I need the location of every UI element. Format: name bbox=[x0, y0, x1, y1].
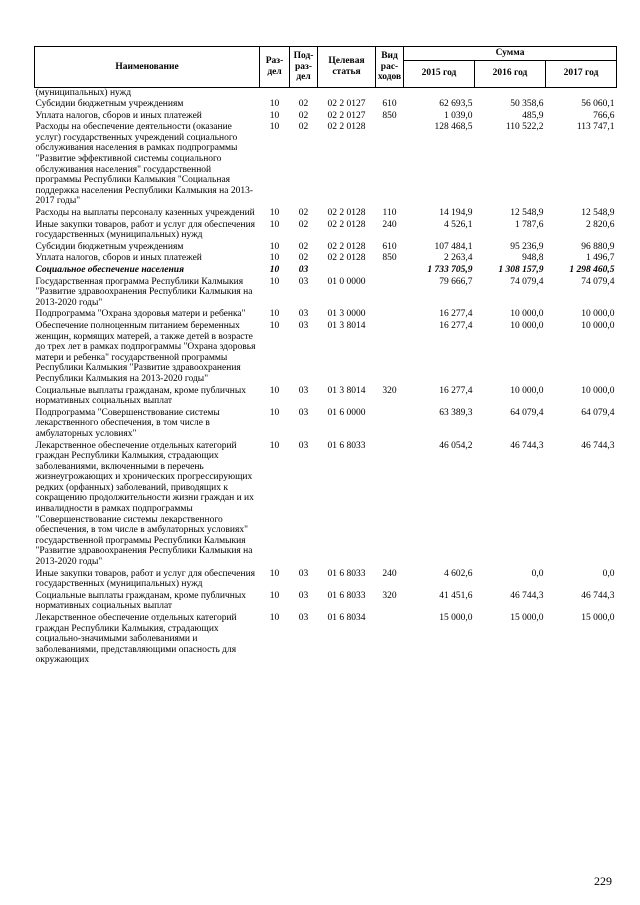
row-celevaya-statya bbox=[318, 265, 376, 277]
row-razdel: 10 bbox=[269, 265, 280, 275]
header-razdel-line2: дел bbox=[267, 66, 282, 77]
table-row bbox=[35, 277, 617, 310]
header-podrazdel-line1: Под- bbox=[293, 51, 314, 61]
header-year-2017: 2017 год bbox=[546, 60, 617, 87]
row-podrazdel: 03 bbox=[298, 385, 309, 396]
header-razdel bbox=[260, 47, 290, 88]
row-podrazdel: 03 bbox=[298, 407, 309, 418]
table-row bbox=[35, 309, 617, 321]
row-sum-2016: 74 079,4 bbox=[510, 276, 544, 287]
header-celevaya bbox=[318, 47, 376, 88]
header-vid-line3: ходов bbox=[377, 72, 402, 82]
row-vid-rashodov bbox=[376, 441, 404, 569]
row-celevaya-statya: 02 2 0128 bbox=[327, 122, 366, 133]
header-podrazdel-line2: раз- bbox=[294, 61, 312, 72]
row-sum-2017 bbox=[546, 87, 617, 99]
table-row bbox=[35, 569, 617, 591]
table-row bbox=[35, 99, 617, 111]
row-name: Иные закупки товаров, работ и услуг для обеспечения государственных (муниципальных) нужд bbox=[35, 219, 256, 241]
table-row bbox=[35, 111, 617, 123]
row-name: Уплата налогов, сборов и иных платежей bbox=[35, 110, 202, 121]
row-celevaya-statya: 01 6 0000 bbox=[327, 407, 366, 418]
row-name: Расходы на выплаты персоналу казенных учреждений bbox=[35, 208, 255, 219]
row-celevaya-statya: 02 2 0128 bbox=[327, 253, 366, 264]
row-vid-rashodov bbox=[376, 87, 404, 99]
row-sum-2015: 16 277,4 bbox=[439, 309, 473, 320]
row-razdel: 10 bbox=[269, 241, 280, 252]
row-sum-2015: 15 000,0 bbox=[439, 613, 473, 623]
row-sum-2016: 10 000,0 bbox=[510, 309, 544, 320]
row-sum-2017: 10 000,0 bbox=[581, 385, 615, 396]
row-razdel: 10 bbox=[269, 568, 280, 579]
row-vid-rashodov bbox=[376, 122, 404, 208]
row-sum-2015: 2 263,4 bbox=[444, 253, 473, 264]
row-celevaya-statya: 01 3 8014 bbox=[327, 385, 366, 396]
row-vid-rashodov: 610 bbox=[382, 99, 397, 110]
row-name: Субсидии бюджетным учреждениям bbox=[35, 241, 184, 252]
row-podrazdel: 03 bbox=[298, 590, 309, 601]
row-podrazdel: 03 bbox=[298, 568, 309, 579]
table-row bbox=[35, 253, 617, 265]
row-vid-rashodov: 240 bbox=[382, 568, 397, 579]
row-razdel: 10 bbox=[269, 219, 280, 230]
header-celevaya-line2: статья bbox=[332, 66, 361, 77]
row-name: (муниципальных) нужд bbox=[35, 87, 132, 98]
table-row bbox=[35, 441, 617, 569]
row-sum-2016: 10 000,0 bbox=[510, 385, 544, 396]
row-razdel: 10 bbox=[269, 253, 280, 264]
row-razdel: 10 bbox=[269, 385, 280, 396]
table-row bbox=[35, 386, 617, 408]
row-celevaya-statya: 01 3 8014 bbox=[327, 320, 366, 331]
row-sum-2016: 110 522,2 bbox=[505, 122, 544, 133]
row-vid-rashodov bbox=[376, 309, 404, 321]
row-name: Расходы на обеспечение деятельности (оказание услуг) государственных учреждений социального обслуживания населения в рамках подпрограммы "Развитие эффективной системы социального обслуживания населения" государственной программы Республики Калмыкия "Социальная поддержка населения Республики Калмыкия на 2013-2017 годы" bbox=[35, 122, 254, 207]
row-sum-2016: 15 000,0 bbox=[510, 613, 544, 623]
row-sum-2017: 12 548,9 bbox=[581, 208, 615, 219]
row-sum-2016 bbox=[475, 87, 546, 99]
row-sum-2017: 74 079,4 bbox=[581, 276, 615, 287]
row-sum-2016: 1 787,6 bbox=[515, 219, 544, 230]
row-sum-2017: 10 000,0 bbox=[581, 309, 615, 320]
row-podrazdel: 03 bbox=[298, 265, 309, 275]
budget-table bbox=[34, 46, 617, 667]
row-sum-2017: 64 079,4 bbox=[581, 407, 615, 418]
row-sum-2017: 46 744,3 bbox=[581, 590, 615, 601]
row-sum-2017: 1 298 460,5 bbox=[569, 265, 615, 275]
row-sum-2015: 41 451,6 bbox=[439, 590, 473, 601]
row-sum-2017: 2 820,6 bbox=[586, 219, 615, 230]
row-vid-rashodov bbox=[376, 265, 404, 277]
row-razdel: 10 bbox=[269, 99, 280, 110]
row-vid-rashodov: 850 bbox=[382, 253, 397, 264]
row-sum-2017: 56 060,1 bbox=[581, 99, 615, 110]
header-podrazdel bbox=[290, 47, 318, 88]
header-vid-line2: рас- bbox=[380, 61, 399, 72]
row-name: Государственная программа Республики Калмыкия "Развитие здравоохранения Республики Калмыкия на 2013-2020 годы" bbox=[35, 276, 253, 308]
row-sum-2015: 128 468,5 bbox=[434, 122, 473, 133]
table-row bbox=[35, 321, 617, 386]
row-vid-rashodov bbox=[376, 321, 404, 386]
row-podrazdel bbox=[290, 87, 318, 99]
row-sum-2016: 0,0 bbox=[531, 568, 544, 579]
row-sum-2016: 1 308 157,9 bbox=[498, 265, 544, 275]
table-row bbox=[35, 208, 617, 220]
header-vid-line1: Вид bbox=[381, 51, 398, 61]
row-sum-2015: 16 277,4 bbox=[439, 320, 473, 331]
row-vid-rashodov bbox=[376, 613, 404, 667]
row-podrazdel: 03 bbox=[298, 613, 309, 623]
row-celevaya-statya: 01 3 0000 bbox=[327, 309, 366, 320]
row-vid-rashodov: 320 bbox=[382, 590, 397, 601]
row-sum-2017: 766,6 bbox=[593, 110, 615, 121]
row-podrazdel: 02 bbox=[298, 208, 309, 219]
row-sum-2015: 79 666,7 bbox=[439, 276, 473, 287]
table-row bbox=[35, 265, 617, 277]
row-name: Социальное обеспечение населения bbox=[35, 265, 184, 275]
header-name: Наименование bbox=[35, 47, 260, 88]
row-razdel: 10 bbox=[269, 122, 280, 133]
row-vid-rashodov: 110 bbox=[382, 208, 397, 219]
row-name: Уплата налогов, сборов и иных платежей bbox=[35, 253, 202, 264]
page-number: 229 bbox=[594, 874, 612, 888]
row-sum-2017: 46 744,3 bbox=[581, 440, 615, 451]
header-podrazdel-line3: дел bbox=[296, 72, 311, 82]
row-name: Подпрограмма "Охрана здоровья матери и ребенка" bbox=[35, 309, 246, 320]
row-sum-2016: 46 744,3 bbox=[510, 440, 544, 451]
row-sum-2015: 16 277,4 bbox=[439, 385, 473, 396]
row-sum-2017: 113 747,1 bbox=[576, 122, 615, 133]
row-razdel: 10 bbox=[269, 590, 280, 601]
row-name: Обеспечение полноценным питанием беременных женщин, кормящих матерей, а также детей в возрасте до трех лет в рамках подпрограммы "Охрана здоровья матери и ребенка" государственной программы Республики Калмыкия "Развитие здравоохранения Республики Калмыкия на 2013-2020 годы" bbox=[35, 320, 256, 384]
row-podrazdel: 02 bbox=[298, 253, 309, 264]
row-sum-2016: 64 079,4 bbox=[510, 407, 544, 418]
row-sum-2015: 4 602,6 bbox=[444, 568, 473, 579]
row-razdel bbox=[260, 87, 290, 99]
row-sum-2015: 46 054,2 bbox=[439, 440, 473, 451]
row-podrazdel: 02 bbox=[298, 219, 309, 230]
row-sum-2017: 10 000,0 bbox=[581, 320, 615, 331]
header-year-2015: 2015 год bbox=[404, 60, 475, 87]
row-razdel: 10 bbox=[269, 309, 280, 320]
row-sum-2015: 1 039,0 bbox=[444, 110, 473, 121]
row-razdel: 10 bbox=[269, 407, 280, 418]
table-row bbox=[35, 408, 617, 441]
row-podrazdel: 03 bbox=[298, 440, 309, 451]
row-name: Иные закупки товаров, работ и услуг для обеспечения государственных (муниципальных) нужд bbox=[35, 568, 256, 590]
table-row bbox=[35, 122, 617, 208]
table-row bbox=[35, 242, 617, 254]
row-celevaya-statya: 01 0 0000 bbox=[327, 276, 366, 287]
row-podrazdel: 03 bbox=[298, 309, 309, 320]
table-header bbox=[35, 47, 617, 88]
row-razdel: 10 bbox=[269, 440, 280, 451]
header-vid bbox=[376, 47, 404, 88]
table-row bbox=[35, 591, 617, 613]
row-celevaya-statya: 01 6 8033 bbox=[327, 568, 366, 579]
row-celevaya-statya: 02 2 0128 bbox=[327, 219, 366, 230]
row-podrazdel: 02 bbox=[298, 110, 309, 121]
row-sum-2016: 485,9 bbox=[522, 110, 544, 121]
row-sum-2017: 96 880,9 bbox=[581, 241, 615, 252]
row-sum-2017: 0,0 bbox=[602, 568, 615, 579]
row-name: Лекарственное обеспечение отдельных категорий граждан Республики Калмыкия, страдающих заболеваниями, включенными в перечень жизнеугрожающих и хронических прогрессирующих редких (орфанных) заболеваний, приводящих к сокращению продолжительности жизни граждан и их инвалидности в рамках подпрограммы "Совершенствование системы лекарственного обеспечения, в том числе в амбулаторных условиях" государственной программы Республики Калмыкия "Развитие здравоохранения Республики Калмыкия на 2013-2020 годы" bbox=[35, 440, 254, 568]
row-vid-rashodov: 320 bbox=[382, 385, 397, 396]
row-razdel: 10 bbox=[269, 320, 280, 331]
header-year-2016: 2016 год bbox=[475, 60, 546, 87]
row-sum-2017: 1 496,7 bbox=[586, 253, 615, 264]
row-name: Субсидии бюджетным учреждениям bbox=[35, 99, 184, 110]
row-name: Социальные выплаты гражданам, кроме публичных нормативных социальных выплат bbox=[35, 590, 246, 612]
row-razdel: 10 bbox=[269, 208, 280, 219]
row-celevaya-statya: 01 6 8033 bbox=[327, 590, 366, 601]
row-sum-2016: 948,8 bbox=[522, 253, 544, 264]
row-sum-2015: 1 733 705,9 bbox=[427, 265, 473, 275]
header-celevaya-line1: Целевая bbox=[328, 56, 365, 67]
row-sum-2016: 50 358,6 bbox=[510, 99, 544, 110]
row-razdel: 10 bbox=[269, 110, 280, 121]
row-celevaya-statya: 01 6 8033 bbox=[327, 440, 366, 451]
row-vid-rashodov: 850 bbox=[382, 110, 397, 121]
table-row bbox=[35, 220, 617, 242]
row-celevaya-statya bbox=[318, 87, 376, 99]
row-podrazdel: 03 bbox=[298, 276, 309, 287]
row-sum-2015 bbox=[404, 87, 475, 99]
row-sum-2016: 46 744,3 bbox=[510, 590, 544, 601]
row-sum-2016: 95 236,9 bbox=[510, 241, 544, 252]
row-name: Социальные выплаты гражданам, кроме публичных нормативных социальных выплат bbox=[35, 385, 246, 407]
row-sum-2015: 4 526,1 bbox=[444, 219, 473, 230]
row-celevaya-statya: 02 2 0128 bbox=[327, 241, 366, 252]
row-sum-2017: 15 000,0 bbox=[581, 613, 615, 623]
row-podrazdel: 03 bbox=[298, 320, 309, 331]
row-sum-2016: 12 548,9 bbox=[510, 208, 544, 219]
row-sum-2015: 62 693,5 bbox=[439, 99, 473, 110]
row-podrazdel: 02 bbox=[298, 99, 309, 110]
header-summa: Сумма bbox=[404, 47, 617, 61]
row-celevaya-statya: 01 6 8034 bbox=[327, 613, 366, 623]
row-vid-rashodov: 610 bbox=[382, 241, 397, 252]
row-celevaya-statya: 02 2 0128 bbox=[327, 208, 366, 219]
row-name: Лекарственное обеспечение отдельных категорий граждан Республики Калмыкия, страдающих социально-значимыми заболеваниями и заболеваниями, представляющими опасность для окружающих bbox=[35, 613, 237, 666]
table-row bbox=[35, 613, 617, 667]
row-podrazdel: 02 bbox=[298, 241, 309, 252]
budget-table-page bbox=[34, 46, 616, 667]
table-row bbox=[35, 87, 617, 99]
row-vid-rashodov bbox=[376, 408, 404, 441]
row-vid-rashodov bbox=[376, 277, 404, 310]
row-vid-rashodov: 240 bbox=[382, 219, 397, 230]
table-body bbox=[35, 87, 617, 667]
row-razdel: 10 bbox=[269, 613, 280, 623]
row-celevaya-statya: 02 2 0127 bbox=[327, 110, 366, 121]
row-sum-2016: 10 000,0 bbox=[510, 320, 544, 331]
row-celevaya-statya: 02 2 0127 bbox=[327, 99, 366, 110]
row-sum-2015: 14 194,9 bbox=[439, 208, 473, 219]
row-sum-2015: 63 389,3 bbox=[439, 407, 473, 418]
row-podrazdel: 02 bbox=[298, 122, 309, 133]
row-name: Подпрограмма "Совершенствование системы лекарственного обеспечения, в том числе в амбулаторных условиях" bbox=[35, 407, 220, 439]
row-razdel: 10 bbox=[269, 276, 280, 287]
row-sum-2015: 107 484,1 bbox=[434, 241, 473, 252]
header-razdel-line1: Раз- bbox=[265, 56, 284, 67]
